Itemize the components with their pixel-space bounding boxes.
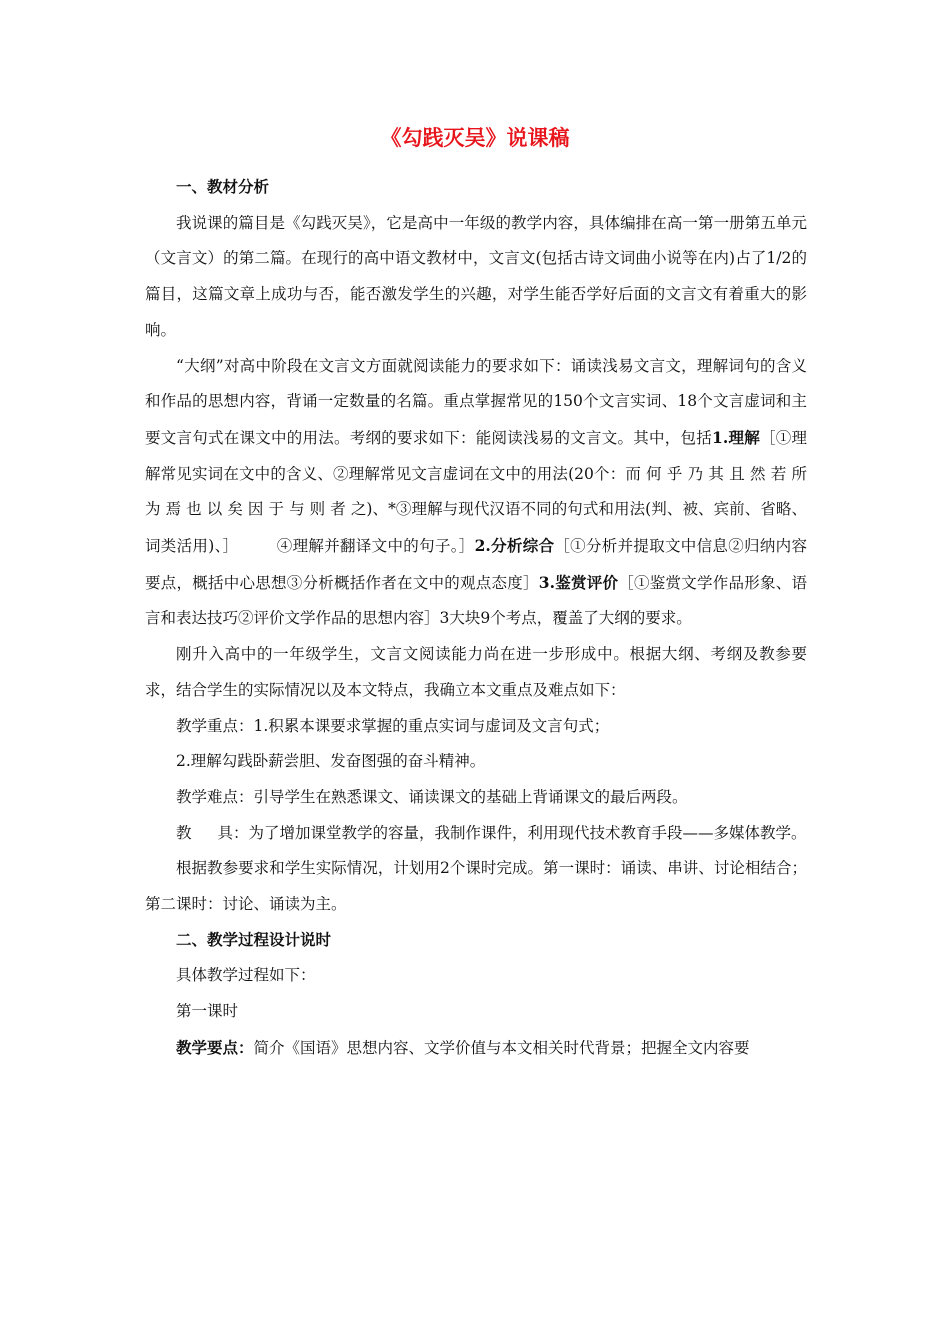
document-title: 《勾践灭吴》说课稿 [380, 126, 570, 150]
paragraph-text: “大纲”对高中阶段在文言文方面就阅读能力的要求如下：诵读浅易文言文，理解词句的含义和作品的思想内容，背诵一定数量的名篇。重点掌握常见的150个文言实词、18个文言虚词和主要文言句式在课文中的用法。考纲的要求如下：能阅读浅易的文言文。其中，包括 [145, 356, 807, 447]
paragraph-text: 简介《国语》思想内容、文学价值与本文相关时代背景；把握全文内容要 [253, 1038, 750, 1057]
paragraph: 根据教参要求和学生实际情况，计划用2个课时完成。第一课时：诵读、串讲、讨论相结合；第二课时：讨论、诵读为主。 [145, 859, 807, 914]
paragraph: 具体教学过程如下： [176, 966, 316, 985]
paragraph-teaching-points [145, 1030, 807, 1067]
paragraph-text: ［①鉴赏文学作品形象、语言和表达技巧②评价文学作品的思想内容］3大块9个考点，覆盖了大纲的要求。 [145, 573, 807, 628]
paragraph-text: ［①分析并提取文中信息②归纳内容要点，概括中心思想③分析概括作者在文中的观点态度］ [145, 537, 807, 592]
paragraph-text: ［①理解常见实词在文中的含义、②理解常见文言虚词在文中的用法(20个：而 何 乎 乃 其 且 然 若 所 为 焉 也 以 矣 因 于 与 则 者 之)、*③理解与现代汉语不同的句式和用法(判、被、宾前、省略、词类活用)、］ [145, 428, 807, 556]
paragraph-difficulty: 教学难点：引导学生在熟悉课文、诵读课文的基础上背诵课文的最后两段。 [176, 787, 688, 806]
label: 教 [176, 823, 192, 842]
paragraph-key-points-2: 2.理解勾践卧薪尝胆、发奋图强的奋斗精神。 [176, 752, 486, 771]
bold-term: 2.分析综合 [474, 536, 555, 556]
paragraph: 第一课时 [176, 1002, 239, 1021]
paragraph: 我说课的篇目是《勾践灭吴》，它是高中一年级的教学内容，具体编排在高一第一册第五单元（文言文）的第二篇。在现行的高中语文教材中，文言文(包括古诗文词曲小说等在内)占了1/2的篇目，这篇文章上成功与否，能否激发学生的兴趣，对学生能否学好后面的文言文有着重大的影响。 [145, 213, 807, 339]
label: 具： [217, 823, 249, 842]
paragraph-teaching-tools [145, 816, 807, 852]
section-heading-1: 一、教材分析 [176, 178, 270, 196]
paragraph-text: ④理解并翻译文中的句子。］ [276, 537, 475, 556]
paragraph-text: 为了增加课堂教学的容量，我制作课件，利用现代技术教育手段——多媒体教学。 [248, 823, 807, 842]
bold-term: 3.鉴赏评价 [538, 572, 619, 592]
section-heading-2: 二、教学过程设计说时 [176, 930, 332, 949]
paragraph-key-points: 教学重点：1.积累本课要求掌握的重点实词与虚词及文言句式； [176, 716, 610, 735]
bold-term: 1.理解 [712, 427, 760, 447]
document-body [145, 170, 807, 1067]
paragraph: 刚升入高中的一年级学生，文言文阅读能力尚在进一步形成中。根据大纲、考纲及教参要求，结合学生的实际情况以及本文特点，我确立本文重点及难点如下： [145, 645, 807, 699]
paragraph-syllabus [145, 349, 807, 638]
bold-label: 教学要点： [176, 1037, 254, 1057]
